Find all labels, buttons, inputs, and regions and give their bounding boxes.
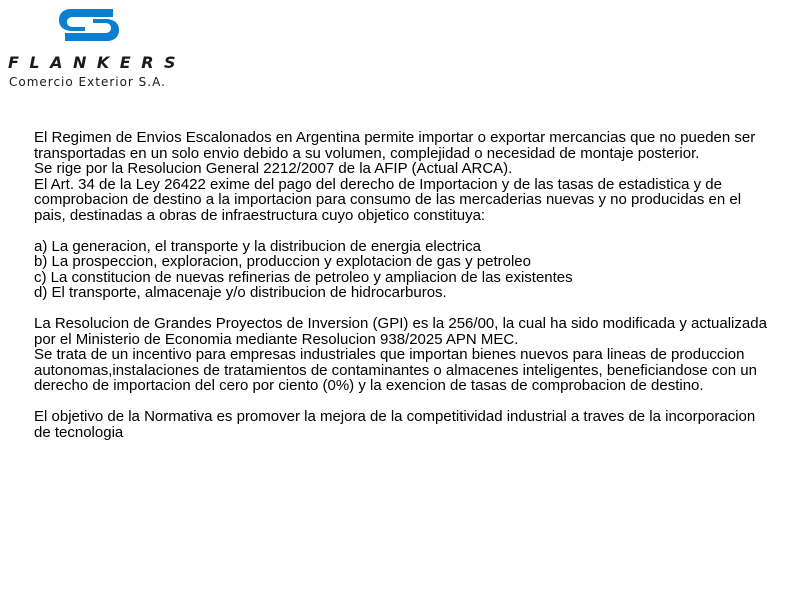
paragraph-incentivo: Se trata de un incentivo para empresas industriales que importan bienes nuevos para lineas de produccion autonomas,instalaciones de tratamientos de contaminantes o almacenes inteligentes, beneficiandose con un derecho de importacion del cero por ciento (0%) y la exencion de tasas de comprobacion de destino. bbox=[34, 346, 757, 394]
paragraph-resolucion-afip: Se rige por la Resolucion General 2212/2007 de la AFIP (Actual ARCA). bbox=[34, 160, 513, 177]
company-name: FLANKERS bbox=[8, 53, 187, 72]
list-item-a: a) La generacion, el transporte y la distribucion de energia electrica bbox=[34, 237, 481, 255]
list-item-c: c) La constitucion de nuevas refinerias de petroleo y ampliacion de las existentes bbox=[34, 268, 573, 286]
paragraph-art-34: El Art. 34 de la Ley 26422 exime del pago del derecho de Importacion y de las tasas de estadistica y de comprobacion de destino a la importacion para consumo de las mercaderias nuevas y no producidas en el pais, destinadas a obras de infraestructura cuyo objetico constituya: bbox=[34, 175, 742, 224]
paragraph-envios-escalonados: El Regimen de Envios Escalonados en Argentina permite importar o exportar mercancias que no pueden ser transportadas en un solo envio debido a su volumen, complejidad o necesidad de montaje posterior. bbox=[34, 129, 756, 162]
company-logo[interactable] bbox=[0, 0, 200, 100]
spacer bbox=[34, 394, 772, 410]
list-item-b: b) La prospeccion, exploracion, produccion y explotacion de gas y petroleo bbox=[34, 253, 531, 270]
spacer bbox=[34, 223, 772, 239]
spacer bbox=[34, 301, 772, 317]
flankers-swoosh-logo-icon bbox=[55, 5, 123, 45]
main-content bbox=[34, 130, 772, 440]
paragraph-objetivo: El objetivo de la Normativa es promover la mejora de la competitividad industrial a traves de la incorporacion de tecnologia bbox=[34, 408, 756, 441]
company-subtitle: Comercio Exterior S.A. bbox=[9, 75, 166, 89]
paragraph-gpi: La Resolucion de Grandes Proyectos de Inversion (GPI) es la 256/00, la cual ha sido modificada y actualizada por el Ministerio de Economia mediante Resolucion 938/2025 APN MEC. bbox=[34, 315, 767, 348]
list-item-d: d) El transporte, almacenaje y/o distribucion de hidrocarburos. bbox=[34, 284, 447, 301]
